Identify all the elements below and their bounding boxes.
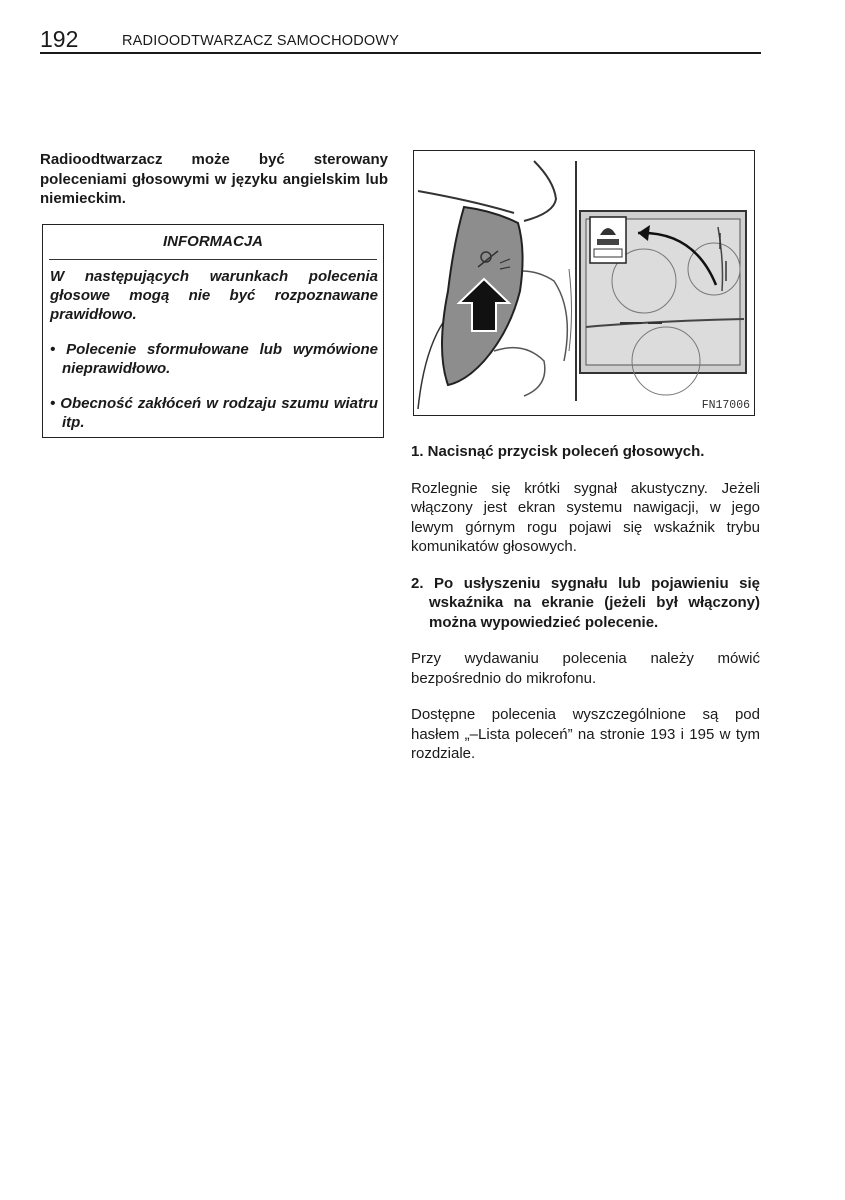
intro-paragraph: Radioodtwarzacz może być sterowany poleceniami głosowymi w języku angielskim lub niemieckim.: [40, 151, 388, 207]
information-lead: W następujących warunkach polecenia głosowe mogą nie być rozpoznawane prawidłowo.: [50, 268, 378, 323]
page-header: [40, 26, 760, 52]
information-box: [42, 224, 384, 438]
instructions-column: [411, 442, 760, 781]
information-divider: [49, 259, 377, 260]
step-1: 1. Nacisnąć przycisk poleceń głosowych.: [411, 443, 705, 460]
step-1-description: Rozlegnie się krótki sygnał akustyczny. Jeżeli włączony jest ekran systemu nawigacji, w jego lewym górnym rogu pojawi się wskaźnik trybu komunikatów głosowych.: [411, 479, 760, 555]
header-divider: [40, 52, 761, 54]
section-title: RADIOODTWARZACZ SAMOCHODOWY: [122, 33, 400, 49]
step-2-description: Przy wydawaniu polecenia należy mówić bezpośrednio do mikrofonu.: [411, 650, 760, 687]
page-number: 192: [40, 26, 79, 52]
figure-code: FN17006: [701, 399, 750, 412]
command-list-reference: Dostępne polecenia wyszczególnione są pod hasłem „–Lista poleceń” na stronie 193 i 195 w tym rozdziale.: [411, 706, 760, 762]
information-title: INFORMACJA: [163, 233, 263, 250]
steering-wheel-and-screen-drawing: [414, 151, 755, 416]
voice-button-illustration: [413, 150, 755, 416]
information-body: [50, 267, 378, 448]
information-bullet: • Obecność zakłóceń w rodzaju szumu wiatru itp.: [50, 395, 378, 431]
information-bullet: • Polecenie sformułowane lub wymówione nieprawidłowo.: [50, 341, 378, 377]
step-2: 2. Po usłyszeniu sygnału lub pojawieniu się wskaźnika na ekranie (jeżeli był włączony) można wypowiedzieć polecenie.: [411, 574, 760, 631]
